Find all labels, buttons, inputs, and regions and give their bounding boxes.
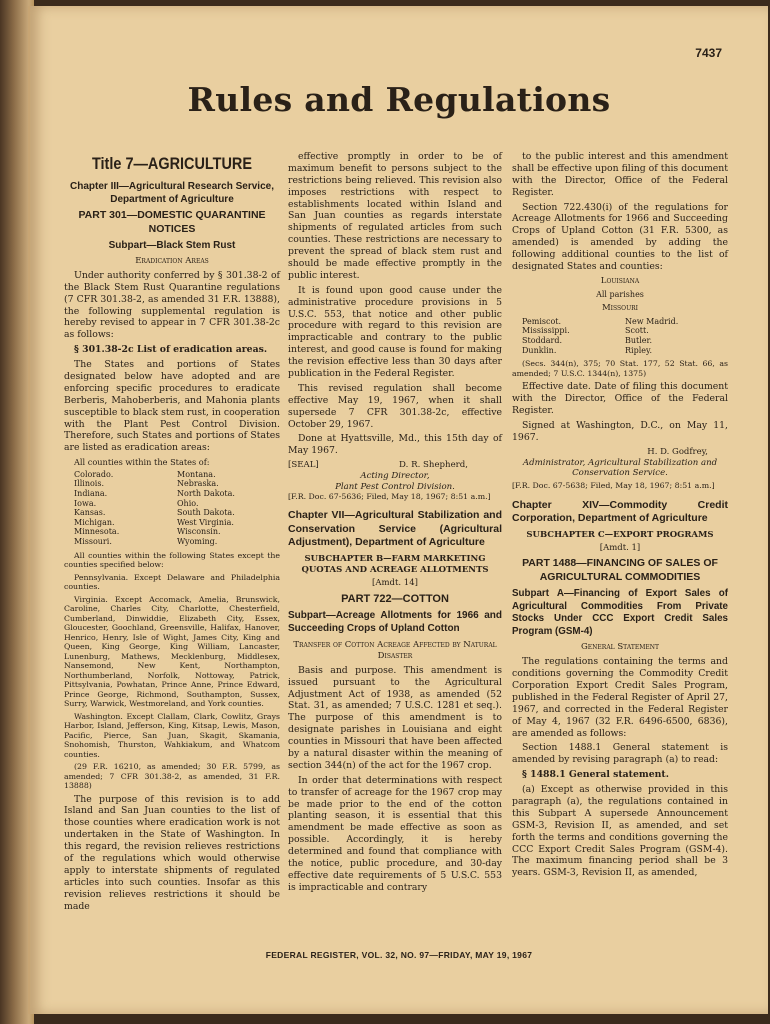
part-heading: PART 1488—FINANCING OF SALES OF AGRICULTURAL COMMODITIES	[522, 557, 718, 583]
paragraph: This revised regulation shall become effective May 19, 1967, when it shall supersede 7 CFR 301.38-2c, effective October 29, 1967.	[288, 382, 502, 430]
paragraph: It is found upon good cause under the administrative procedure provisions in 5 U.S.C. 553, that notice and other public procedure with regard to this revision are impracticable and contrary to the public interest, and good cause is found for making the revision effective less than 30 days after publication in the Federal Register.	[288, 284, 502, 380]
list-item: Colorado.	[74, 469, 114, 479]
signature-name: D. R. Shepherd,	[399, 460, 468, 471]
list-item: North Dakota.	[177, 488, 235, 498]
paragraph: Virginia. Except Accomack, Amelia, Brunswick, Caroline, Charles City, Charlotte, Chesterfield, Cumberland, Dinwiddie, Elizabeth City, Essex, Gloucester, Goochland, Greensville, Halifax, Hanover, Henrico, Henry, Isle of Wight, James City, King and Queen, King George, King William, Lancaster, Lunenburg, Mathews, Mecklenburg, Middlesex, Nansemond, New Kent, Northampton, Northumberland, Norfolk, Nottoway, Patrick, Pittsylvania, Powhatan, Prince Anne, Prince Edward, Prince George, Richmond, Southampton, Sussex, Surry, Warwick, Westmoreland, and York counties.	[64, 594, 280, 708]
list-item: Mississippi.	[522, 326, 570, 336]
list-item: Indiana.	[74, 488, 108, 498]
list-item: Pemiscot.	[522, 316, 562, 326]
paragraph: Under authority conferred by § 301.38-2 of the Black Stem Rust Quarantine regulations (7 CFR 301.38-2, as amended 31 F.R. 13888), the following supplemental regulation is hereby revised to appear in 7 CFR 301.38-2c as follows:	[64, 269, 280, 341]
list-item: Missouri.	[74, 536, 112, 546]
paragraph: Pennsylvania. Except Delaware and Philadelphia counties.	[64, 572, 280, 591]
list-item: Nebraska.	[177, 479, 219, 489]
page-number: 7437	[695, 46, 722, 60]
list-item: New Madrid.	[625, 316, 679, 326]
list-item: South Dakota.	[177, 508, 235, 518]
list-item: Minnesota.	[74, 527, 120, 537]
list-item: Butler.	[625, 336, 653, 346]
subpart-heading: Subpart A—Financing of Export Sales of Agricultural Commodities From Private Stocks Under CCC Export Credit Sales Program (GSM-4)	[512, 588, 728, 637]
paragraph: Section 1488.1 General statement is amended by revising paragraph (a) to read:	[512, 742, 728, 766]
column-1	[64, 151, 280, 915]
list-item: Ohio.	[177, 498, 199, 508]
subpart-heading: Subpart—Acreage Allotments for 1966 and Succeeding Crops of Upland Cotton	[288, 610, 502, 635]
signature-title: Plant Pest Control Division.	[335, 481, 455, 492]
states-list	[74, 470, 280, 547]
chapter-heading: Chapter III—Agricultural Research Service, Department of Agriculture	[70, 180, 274, 205]
paragraph: In order that determinations with respect to transfer of acreage for the 1967 crop may be made prior to the end of the cotton planting season, it is essential that this amendment be made effective as soon as possible. Accordingly, it is hereby determined and found that compliance with the notice, public procedure, and 30-day effective date requirements of 5 U.S.C. 553 is impracticable and contrary	[288, 774, 502, 893]
page-footer: FEDERAL REGISTER, VOL. 32, NO. 97—FRIDAY, MAY 19, 1967	[265, 950, 533, 960]
paragraph: All counties within the following States except the counties specified below:	[64, 550, 280, 569]
paragraph: The States and portions of States designated below have adopted and are enforcing specific procedures to eradicate Berberis, Mahoberberis, and Mahonia plants susceptible to black stem rust, in cooperation with the Plant Pest Control Division. Therefore, such States and portions of States are listed as eradication areas:	[64, 359, 280, 454]
chapter-heading: Chapter VII—Agricultural Stabilization and Conservation Service (Agricultural Adjustment), Department of Agriculture	[288, 509, 502, 549]
counties-list	[522, 317, 728, 355]
paragraph: The regulations containing the terms and conditions governing the Commodity Credit Corporation Export Credit Sales Program, published in the Federal Register of April 27, 1967, and corrected in the Federal Register of May 4, 1967 (32 F.R. 6496-6500, 6836), are amended as follows:	[512, 656, 728, 739]
list-item: Wyoming.	[177, 536, 218, 546]
doc-reference: [F.R. Doc. 67-5636; Filed, May 18, 1967; 8:51 a.m.]	[288, 491, 491, 501]
paragraph: Effective date. Date of filing this document with the Director, Office of the Federal Register.	[512, 381, 728, 417]
list-item: Michigan.	[74, 517, 115, 527]
list-item: All parishes	[596, 289, 644, 299]
subpart-heading: Subpart—Black Stem Rust	[108, 240, 236, 252]
part-heading: PART 722—COTTON	[341, 593, 449, 606]
paragraph: Basis and purpose. This amendment is issued pursuant to the Agricultural Adjustment Act of 1938, as amended (52 Stat. 31, as amended; 7 U.S.C. 1281 et seq.). The purpose of this amendment is to designate parishes in Louisiana and eight counties in Missouri that have been affected by a natural disaster within the meaning of section 344(n) of the act for the 1967 crop.	[288, 664, 502, 771]
signature-title: Acting Director,	[360, 471, 430, 482]
state-label: Missouri	[601, 303, 639, 314]
doc-reference: [F.R. Doc. 67-5638; Filed, May 18, 1967; 8:51 a.m.]	[512, 481, 715, 491]
section-heading: § 1488.1 General statement.	[522, 769, 669, 781]
subchapter-heading: SUBCHAPTER C—EXPORT PROGRAMS	[526, 529, 714, 540]
document-page	[28, 6, 768, 1014]
list-item: Kansas.	[74, 508, 106, 518]
section-subheading: Eradication Areas	[135, 256, 209, 267]
title-heading: Title 7—AGRICULTURE	[91, 154, 253, 173]
list-item: West Virginia.	[177, 517, 234, 527]
list-item: Montana.	[177, 469, 216, 479]
paragraph: Signed at Washington, D.C., on May 11, 1967.	[512, 419, 728, 443]
chapter-heading: Chapter XIV—Commodity Credit Corporation, Department of Agriculture	[512, 498, 728, 525]
part-heading: PART 301—DOMESTIC QUARANTINE NOTICES	[78, 209, 266, 235]
state-label: Louisiana	[600, 275, 640, 286]
signature-name: H. D. Godfrey,	[647, 446, 708, 457]
column-2	[288, 151, 502, 897]
signature-row	[288, 460, 502, 471]
section-subheading: Transfer of Cotton Acreage Affected by Natural Disaster	[293, 640, 497, 661]
seal-label: [SEAL]	[288, 460, 319, 471]
paragraph: effective promptly in order to be of maximum benefit to persons subject to the restrictions being relieved. This revision also imposes restrictions with respect to establishments located within Island and San Juan counties as regards interstate shipments of regulated articles from such counties. These restrictions are necessary to prevent the spread of black stem rust and should be made effective promptly in the public interest.	[288, 151, 502, 281]
column-3	[512, 151, 728, 882]
section-heading: § 301.38-2c List of eradication areas.	[74, 344, 268, 356]
list-intro: All counties within the States of:	[74, 457, 210, 468]
list-item: Scott.	[625, 326, 649, 336]
list-item: Ripley.	[625, 345, 652, 355]
list-item: Wisconsin.	[177, 527, 221, 537]
page-banner: Rules and Regulations	[187, 80, 611, 119]
amendment-number: [Amdt. 14]	[372, 578, 418, 589]
states-right-column	[177, 470, 280, 547]
citation: (29 F.R. 16210, as amended; 30 F.R. 5799, as amended; 7 CFR 301.38-2, as amended, 31 F.R. 13888)	[64, 762, 280, 790]
states-left-column	[74, 470, 177, 547]
paragraph: to the public interest and this amendment shall be effective upon filing of this document with the Director, Office of the Federal Register.	[512, 151, 728, 198]
subchapter-heading: SUBCHAPTER B—FARM MARKETING QUOTAS AND ACREAGE ALLOTMENTS	[301, 553, 489, 575]
paragraph: Done at Hyattsville, Md., this 15th day of May 1967.	[288, 433, 502, 457]
list-item: Illinois.	[74, 479, 105, 489]
paragraph: (a) Except as otherwise provided in this paragraph (a), the regulations contained in this Subpart A supersede Announcement GSM-3, Revision II, as amended, and set forth the terms and conditions governing the CCC Export Credit Sales Program (GSM-4). The maximum financing period shall be 3 years. GSM-3, Revision II, as amended,	[512, 784, 728, 879]
counties-left-column	[522, 317, 625, 355]
section-subheading: General Statement	[581, 642, 659, 653]
list-item: Iowa.	[74, 498, 97, 508]
paragraph: Section 722.430(i) of the regulations for Acreage Allotments for 1966 and Succeeding Crops of Upland Cotton (31 F.R. 5300, as amended) is amended by adding the following additional counties to the list of designated States and counties:	[512, 201, 728, 273]
signature-title: Administrator, Agricultural Stabilization and Conservation Service.	[522, 457, 718, 478]
list-item: Stoddard.	[522, 336, 563, 346]
paragraph: Washington. Except Clallam, Clark, Cowlitz, Grays Harbor, Island, Jefferson, King, Kitsap, Lewis, Mason, Pacific, Pierce, San Juan, Skagit, Skamania, Snohomish, Thurston, Wahkiakum, and Whatcom counties.	[64, 711, 280, 759]
paragraph: The purpose of this revision is to add Island and San Juan counties to the list of those counties where eradication work is not undertaken in the State of Washington. In this regard, the revision relieves restrictions of the regulations which would otherwise apply to interstate shipments of regulated articles into such counties. Insofar as this revision relieves restrictions it should be made	[64, 793, 280, 912]
list-item: Dunklin.	[522, 345, 557, 355]
amendment-number: [Amdt. 1]	[599, 543, 641, 554]
citation: (Secs. 344(n), 375; 70 Stat. 177, 52 Stat. 66, as amended; 7 U.S.C. 1344(n), 1375)	[512, 359, 728, 378]
counties-right-column	[625, 317, 728, 355]
